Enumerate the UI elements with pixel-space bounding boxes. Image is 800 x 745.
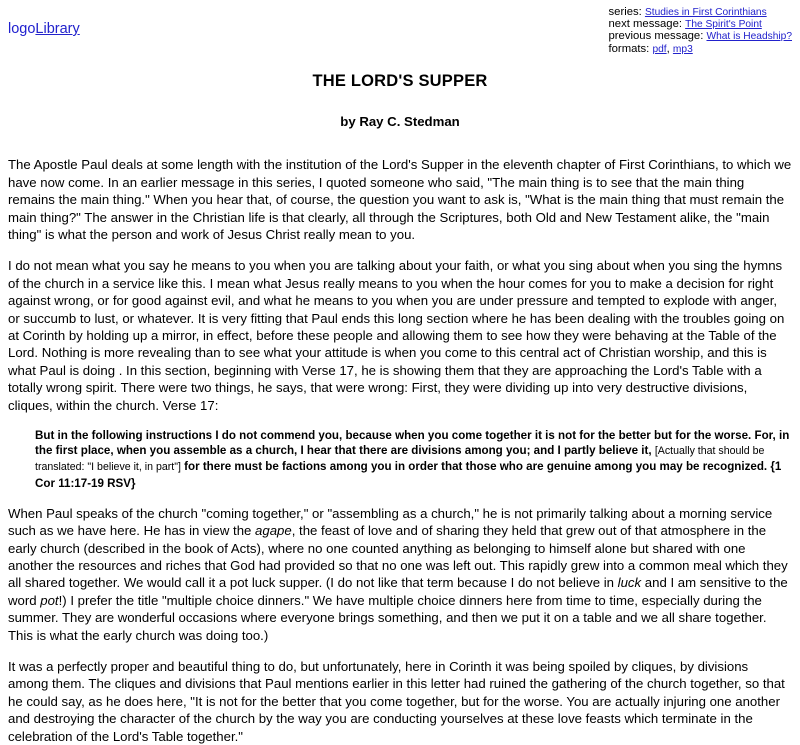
article-body <box>0 156 800 745</box>
site-logo[interactable] <box>8 20 80 39</box>
previous-message-label: previous message: <box>608 30 704 43</box>
paragraph-3 <box>8 505 792 644</box>
paragraph-4: It was a perfectly proper and beautiful thing to do, but unfortunately, here in Corinth it was being spoiled by cliques, by divisions among them. The cliques and divisions that Paul mentions earlier in this letter had ruined the gathering of the church together, so that he could say, as he does here, "It is not for the better that you come together, but for the worse. You are actually injuring one another and destroying the character of the church by the way you are conducting yourselves at these love feasts which terminate in the celebration of the Lord's Table together." <box>8 659 785 744</box>
scripture-text-part-1: But in the following instructions I do not commend you, because when you come together it is not for the better but for the worse. For, in the first place, when you assemble as a church, I hear that there are divisions among you; and I partly believe it, <box>35 429 790 458</box>
emphasis-pot: pot <box>40 592 59 608</box>
series-link[interactable]: Studies in First Corinthians <box>644 7 767 18</box>
paragraph-1: The Apostle Paul deals at some length with the institution of the Lord's Supper in the eleventh chapter of First Corinthians, to which we have now come. In an earlier message in this series, I quoted someone who said, "The main thing is to see that the main thing remains the main thing." When you hear that, of course, the question you want to ask is, "What is the main thing that must remain the main thing?" The answer in the Christian life is that clearly, all through the Scriptures, both Old and New Testament alike, the "main thing" is what the person and work of Jesus Christ really mean to you. <box>8 157 792 242</box>
format-mp3-link[interactable]: mp3 <box>672 43 693 55</box>
series-label: series: <box>608 6 642 18</box>
next-message-link[interactable]: The Spirit's Point <box>685 19 762 31</box>
author-byline: by Ray C. Stedman <box>340 114 460 130</box>
masthead <box>0 0 800 62</box>
next-message-label: next message: <box>608 18 682 31</box>
paragraph-3-segment-d: !) I prefer the title "multiple choice dinners." We have multiple choice dinners here from time to time, especially during the summer. They are wonderful occasions where everyone brings something, and then we put it on a table and we all share together. This is what the early church was doing too.) <box>8 592 767 643</box>
previous-message-link[interactable]: What is Headship? <box>706 31 792 43</box>
format-pdf-link[interactable]: pdf <box>652 43 667 55</box>
library-link[interactable]: Library <box>35 21 80 37</box>
paragraph-3-segment-a: When Paul speaks of the church "coming together," or "assembling as a church," he is not primarily talking about a morning service such as we have here. He has in view the <box>8 505 773 539</box>
logo-image-alt-text: logo <box>8 21 36 37</box>
message-metadata <box>609 6 792 55</box>
emphasis-agape: agape <box>255 523 292 539</box>
emphasis-luck: luck <box>617 575 642 591</box>
paragraph-3-segment-c: and I am sensitive to the word <box>8 575 788 608</box>
formats-label: formats: <box>608 42 650 55</box>
page-title: THE LORD'S SUPPER <box>312 72 488 90</box>
formats-separator: , <box>666 42 673 55</box>
scripture-blockquote <box>8 428 792 491</box>
metadata-row-formats <box>609 43 792 55</box>
scripture-text-part-2: for there must be factions among you in order that those who are genuine among you may be recognized. {1 Cor 11:17-19 RSV} <box>35 460 782 490</box>
metadata-row-previous-message <box>609 30 792 42</box>
metadata-row-series <box>609 6 792 18</box>
metadata-row-next-message <box>609 18 792 30</box>
paragraph-2: I do not mean what you say he means to you when you are talking about your faith, or what you sing about when you sing the hymns of the church in a service like this. I mean what Jesus really means to you when the hour comes for you to make a decision for right against wrong, or for good against evil, and what he means to you when you are under pressure and tempted to explode with anger, or succumb to lust, or whatever. It is very fitting that Paul ends this long section where he has been dealing with the troubles going on at Corinth by holding up a mirror, in effect, before these people and allowing them to see how they were behaving at the Table of the Lord. Nothing is more revealing than to see what your attitude is when you come to this central act of Christian worship, and this is what Paul is doing . In this section, beginning with Verse 17, he is showing them that they are approaching the Lord's Table with a totally wrong spirit. There were two things, he says, that were wrong: First, they were dividing up into very destructive divisions, cliques, within the church. Verse 17: <box>8 258 785 413</box>
translator-aside-note: [Actually that should be translated: "I believe it, in part"] <box>35 445 765 474</box>
paragraph-3-segment-b: , the feast of love and of sharing they held that grew out of that atmosphere in the early church (described in the book of Acts), where no one counted anything as belonging to himself alone but shared with one another the resources and riches that God had provided so that no one was left out. This rapidly grew into a common meal which they all shared together. We would call it a pot luck supper. (I do not like that term because I do not believe in <box>8 523 788 591</box>
